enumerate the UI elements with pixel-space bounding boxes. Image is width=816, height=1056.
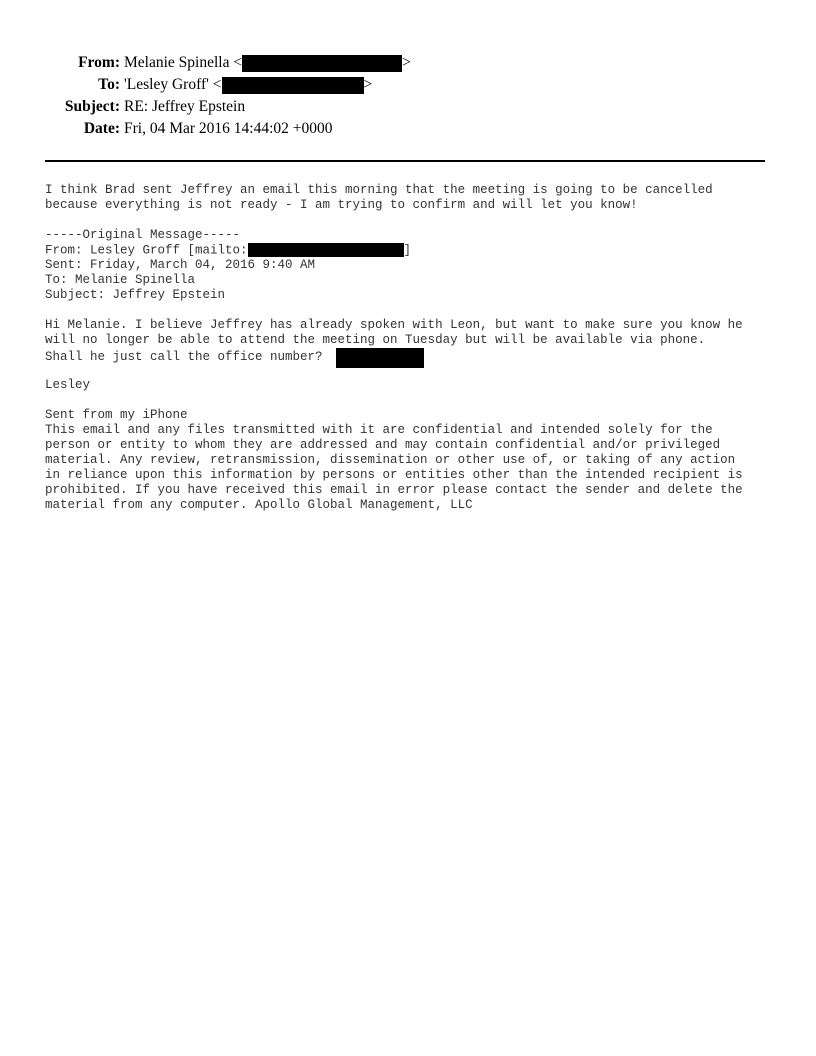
subject-label: Subject: — [64, 98, 120, 115]
message-line: will no longer be able to attend the meeting on Tuesday but will be available via phone. — [45, 333, 706, 347]
from-value — [124, 52, 411, 74]
disclaimer-line: in reliance upon this information by persons or entities other than the intended recipient is — [45, 468, 743, 482]
original-subject-line: Subject: Jeffrey Epstein — [45, 288, 226, 302]
original-sent-line: Sent: Friday, March 04, 2016 9:40 AM — [45, 258, 316, 272]
from-close: > — [402, 54, 411, 71]
message-line: Hi Melanie. I believe Jeffrey has already spoken with Leon, but want to make sure you know he — [45, 318, 743, 332]
date-label: Date: — [83, 120, 120, 137]
date-row — [0, 118, 816, 140]
original-message-header: -----Original Message----- — [45, 228, 241, 242]
disclaimer-line: material. Any review, retransmission, dissemination or other use of, or taking of any action — [45, 453, 736, 467]
email-header — [0, 52, 816, 140]
disclaimer-line: This email and any files transmitted with it are confidential and intended solely for the — [45, 423, 713, 437]
redaction-box — [248, 243, 404, 257]
header-divider — [45, 160, 765, 162]
to-value — [124, 74, 372, 96]
redaction-box — [222, 77, 364, 94]
subject-value: RE: Jeffrey Epstein — [124, 98, 246, 115]
disclaimer-line: prohibited. If you have received this email in error please contact the sender and delete the — [45, 483, 743, 497]
original-from-prefix: From: Lesley Groff [mailto: — [45, 243, 248, 258]
original-from-line — [45, 243, 785, 258]
reply-line: because everything is not ready - I am trying to confirm and will let you know! — [45, 198, 638, 212]
to-close: > — [363, 76, 373, 93]
date-value: Fri, 04 Mar 2016 14:44:02 +0000 — [124, 120, 333, 137]
disclaimer-line: material from any computer. Apollo Global Management, LLC — [45, 498, 473, 512]
message-line — [45, 348, 785, 363]
subject-row — [0, 96, 816, 118]
signature: Lesley — [45, 378, 91, 392]
to-name: 'Lesley Groff' < — [124, 76, 222, 93]
from-label: From: — [78, 54, 120, 71]
disclaimer-line: person or entity to whom they are addressed and may contain confidential and/or privileged — [45, 438, 721, 452]
original-to-line: To: Melanie Spinella — [45, 273, 196, 287]
original-from-suffix: ] — [403, 243, 412, 258]
from-row — [0, 52, 816, 74]
from-name: Melanie Spinella < — [124, 54, 243, 71]
message-line-text: Shall he just call the office number? — [45, 350, 331, 364]
reply-line: I think Brad sent Jeffrey an email this morning that the meeting is going to be cancelled — [45, 183, 713, 197]
email-body — [45, 183, 785, 513]
to-label: To: — [98, 76, 120, 93]
redaction-box — [336, 348, 424, 368]
to-row — [0, 74, 816, 96]
sent-from-line: Sent from my iPhone — [45, 408, 188, 422]
redaction-box — [242, 55, 402, 72]
